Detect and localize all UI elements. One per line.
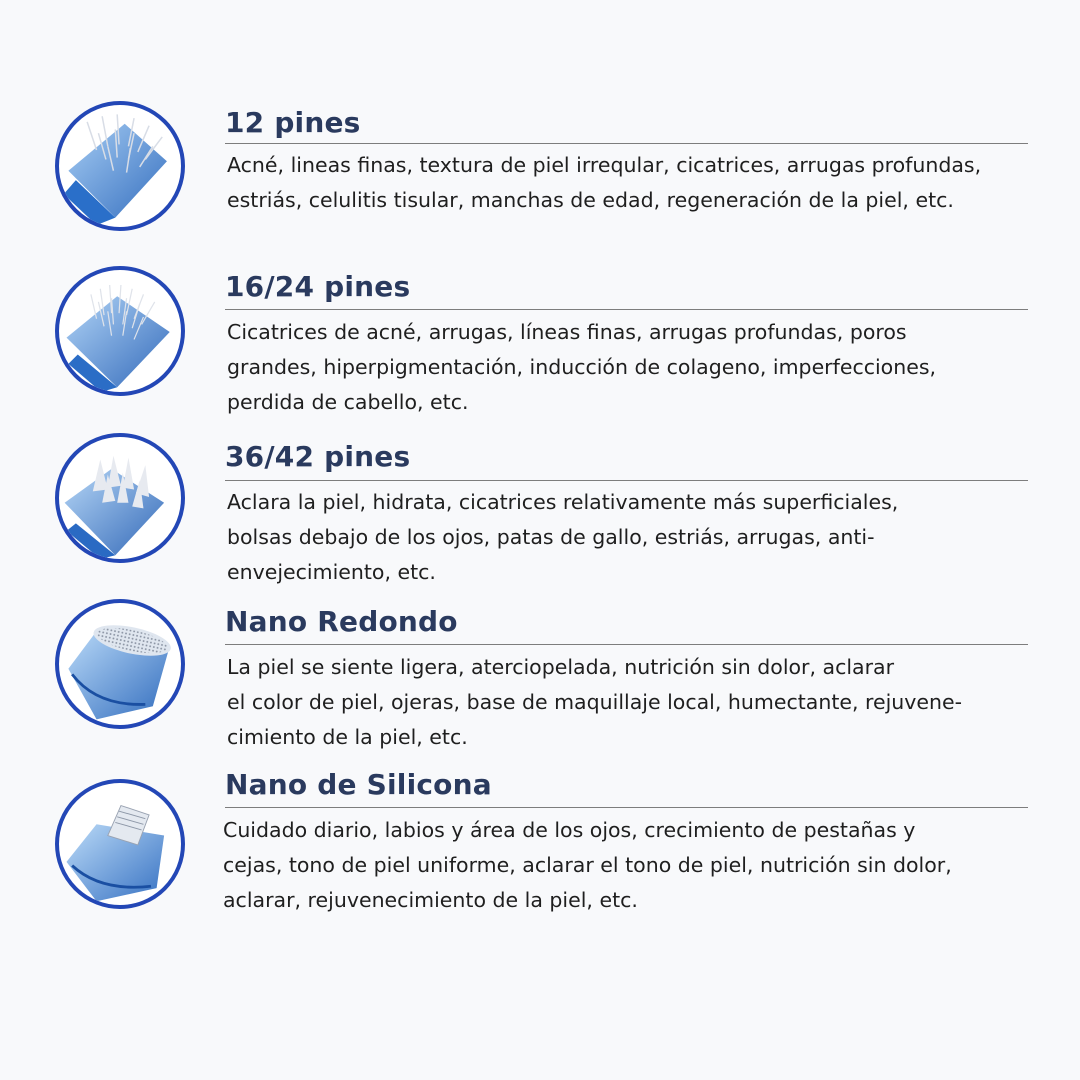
needle-cartridge-12-pin-icon — [55, 101, 185, 231]
divider — [225, 309, 1028, 310]
nano-round-cartridge-icon — [55, 599, 185, 729]
item-description — [227, 315, 936, 420]
description-line: estriás, celulitis tisular, manchas de edad, regeneración de la piel, etc. — [227, 188, 954, 212]
needle-cartridge-16-24-pin-icon — [55, 266, 185, 396]
item-title: Nano de Silicona — [225, 768, 492, 801]
description-line: el color de piel, ojeras, base de maquillaje local, humectante, rejuvene- — [227, 690, 963, 714]
item-title: Nano Redondo — [225, 605, 458, 638]
item-title: 12 pines — [225, 106, 361, 139]
needle-cartridge-36-42-pin-icon — [55, 433, 185, 563]
divider — [225, 143, 1028, 144]
description-line: La piel se siente ligera, aterciopelada, nutrición sin dolor, aclarar — [227, 655, 895, 679]
description-line: grandes, hiperpigmentación, inducción de colageno, imperfecciones, — [227, 355, 937, 379]
item-title: 16/24 pines — [225, 270, 411, 303]
divider — [225, 807, 1028, 808]
description-line: envejecimiento, etc. — [227, 560, 436, 584]
item-description — [227, 485, 898, 590]
description-line: Acné, lineas finas, textura de piel irreqular, cicatrices, arrugas profundas, — [227, 153, 982, 177]
divider — [225, 644, 1028, 645]
description-line: Cicatrices de acné, arrugas, líneas finas, arrugas profundas, poros — [227, 320, 907, 344]
item-description — [223, 813, 952, 918]
description-line: perdida de cabello, etc. — [227, 390, 469, 414]
description-line: bolsas debajo de los ojos, patas de gallo, estriás, arrugas, anti- — [227, 525, 875, 549]
description-line: cejas, tono de piel uniforme, aclarar el tono de piel, nutrición sin dolor, — [223, 853, 952, 877]
description-line: Aclara la piel, hidrata, cicatrices relativamente más superficiales, — [227, 490, 899, 514]
item-description — [227, 650, 962, 755]
nano-silicone-cartridge-icon — [55, 779, 185, 909]
description-line: aclarar, rejuvenecimiento de la piel, etc. — [223, 888, 638, 912]
description-line: Cuidado diario, labios y área de los ojos, crecimiento de pestañas y — [223, 818, 916, 842]
description-line: cimiento de la piel, etc. — [227, 725, 468, 749]
item-description — [227, 148, 981, 218]
divider — [225, 480, 1028, 481]
item-title: 36/42 pines — [225, 440, 411, 473]
